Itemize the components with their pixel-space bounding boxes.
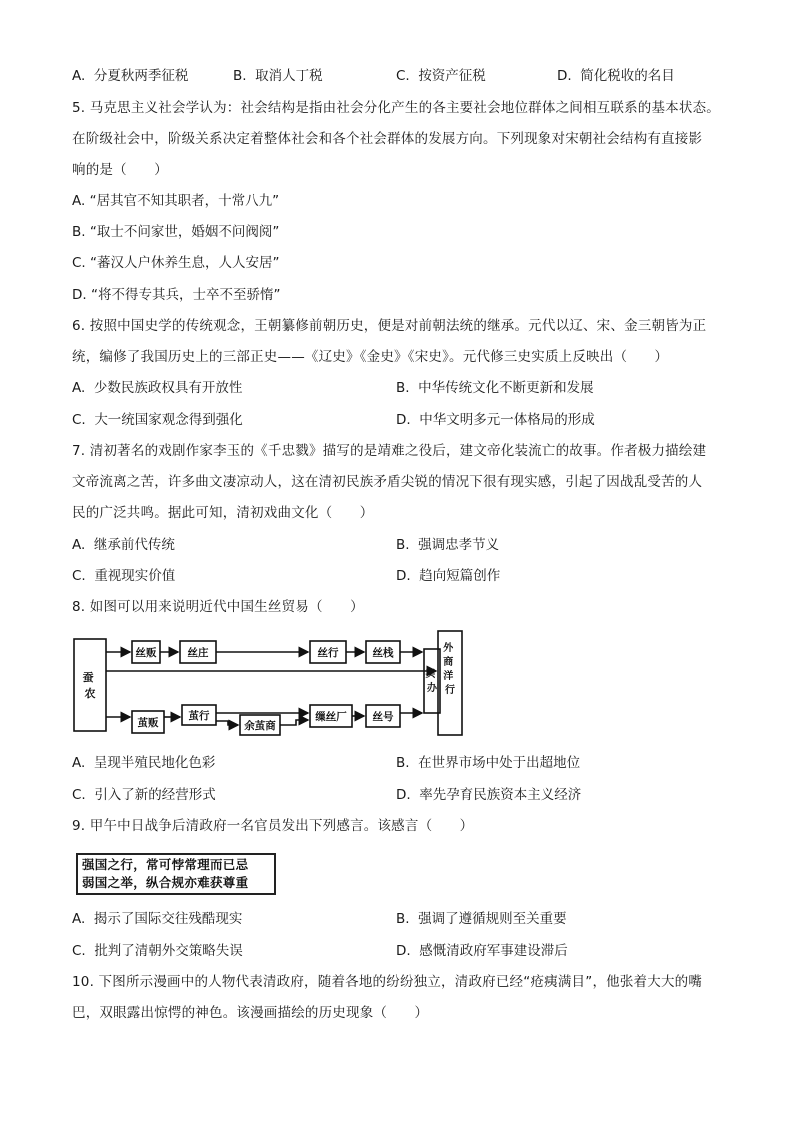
q5-stem-line: 响的是（ ） <box>72 162 168 178</box>
node-label-sifan: 丝贩 <box>135 647 157 659</box>
q5-stem-line: 5. 马克思主义社会学认为：社会结构是指由社会分化产生的各主要社会地位群体之间相互联系的基本状态。 <box>72 100 720 116</box>
q6-option-b: B. 中华传统文化不断更新和发展 <box>396 380 594 396</box>
q8-option-d: D. 率先孕育民族资本主义经济 <box>396 787 582 803</box>
q9-option-c: C. 批判了清朝外交策略失误 <box>72 943 243 959</box>
q5-stem-line: 在阶级社会中，阶级关系决定着整体社会和各个社会群体的发展方向。下列现象对宋朝社会结构有直接影 <box>72 131 703 147</box>
q5-option-b: B. “取士不问家世，婚姻不问阀阅” <box>72 224 280 240</box>
q8-option-c: C. 引入了新的经营形式 <box>72 787 216 803</box>
q7-option-c: C. 重视现实价值 <box>72 568 176 584</box>
q6-option-a: A. 少数民族政权具有开放性 <box>72 380 243 396</box>
q5-option-c: C. “蕃汉人户休养生息，人人安居” <box>72 255 280 271</box>
q5-option-d: D. “将不得专其兵，士卒不至骄惰” <box>72 287 281 303</box>
node-label-yujianshang: 余茧商 <box>244 720 276 732</box>
q8-option-a: A. 呈现半殖民地化色彩 <box>72 755 216 771</box>
node-label-saosichang: 缫丝厂 <box>315 711 347 723</box>
q7-option-a: A. 继承前代传统 <box>72 537 175 553</box>
node-label-jianfan: 茧贩 <box>137 717 159 729</box>
q8-stem-line: 8. 如图可以用来说明近代中国生丝贸易（ ） <box>72 599 364 615</box>
q6-option-c: C. 大一统国家观念得到强化 <box>72 412 243 428</box>
q8-option-b: B. 在世界市场中处于出超地位 <box>396 755 581 771</box>
q7-stem-line: 民的广泛共鸣。据此可知，清初戏曲文化（ ） <box>72 505 374 521</box>
q7-stem-line: 文帝流离之苦，许多曲文凄凉动人，这在清初民族矛盾尖锐的情况下很有现实感，引起了因战乱受苦的人 <box>72 474 703 490</box>
node-label-canong: 蚕 农 <box>82 671 96 700</box>
q7-stem-line: 7. 清初著名的戏剧作家李玉的《千忠戮》描写的是靖难之役后，建文帝化装流亡的故事。作者极力描绘建 <box>72 443 707 459</box>
q9-stem-line: 9. 甲午中日战争后清政府一名官员发出下列感言。该感言（ ） <box>72 818 474 834</box>
edge-jianhang-yujianshang <box>216 721 238 725</box>
node-box-canong <box>74 639 106 731</box>
q7-option-b: B. 强调忠孝节义 <box>396 537 500 553</box>
node-label-sihang: 丝行 <box>317 647 339 659</box>
q5-option-a: A. “居其官不知其职者，十常八九” <box>72 193 280 209</box>
q9-quote-box <box>76 853 276 895</box>
q9-option-a: A. 揭示了国际交往残酷现实 <box>72 911 243 927</box>
node-label-waishang: 外 商 洋 行 <box>443 643 455 696</box>
node-label-maiban: 买 办 <box>425 669 437 694</box>
q4-option-d: D. 简化税收的名目 <box>557 68 675 84</box>
q9-option-b: B. 强调了遵循规则至关重要 <box>396 911 567 927</box>
q4-option-a: A. 分夏秋两季征税 <box>72 68 189 84</box>
q10-stem-line: 巴，双眼露出惊愕的神色。该漫画描绘的历史现象（ ） <box>72 1005 429 1021</box>
q10-stem-line: 10. 下图所示漫画中的人物代表清政府，随着各地的纷纷独立，清政府已经“疮痍满目”，他张着大大的嘴 <box>72 974 703 990</box>
q7-option-d: D. 趋向短篇创作 <box>396 568 501 584</box>
node-label-sizhan: 丝栈 <box>372 647 394 659</box>
q6-stem-line: 6. 按照中国史学的传统观念，王朝纂修前朝历史，便是对前朝法统的继承。元代以辽、宋、金三朝皆为正 <box>72 318 707 334</box>
q4-option-c: C. 按资产征税 <box>396 68 486 84</box>
q9-quote-line: 弱国之举，纵合规亦难获尊重 <box>82 875 249 890</box>
q9-option-d: D. 感慨清政府军事建设滞后 <box>396 943 568 959</box>
node-label-sihao: 丝号 <box>372 711 394 723</box>
q6-option-d: D. 中华文明多元一体格局的形成 <box>396 412 595 428</box>
node-label-sizhuang: 丝庄 <box>187 647 209 659</box>
q4-option-b: B. 取消人丁税 <box>233 68 323 84</box>
node-label-jianhang: 茧行 <box>188 710 210 722</box>
q6-stem-line: 统，编修了我国历史上的三部正史——《辽史》《金史》《宋史》。元代修三史实质上反映出（ ） <box>72 349 669 365</box>
q9-quote-line: 强国之行，常可悖常理而已忌 <box>82 857 249 872</box>
edge-yujianshang-saosichang <box>280 720 308 725</box>
silk-trade-flow-diagram <box>72 625 472 743</box>
